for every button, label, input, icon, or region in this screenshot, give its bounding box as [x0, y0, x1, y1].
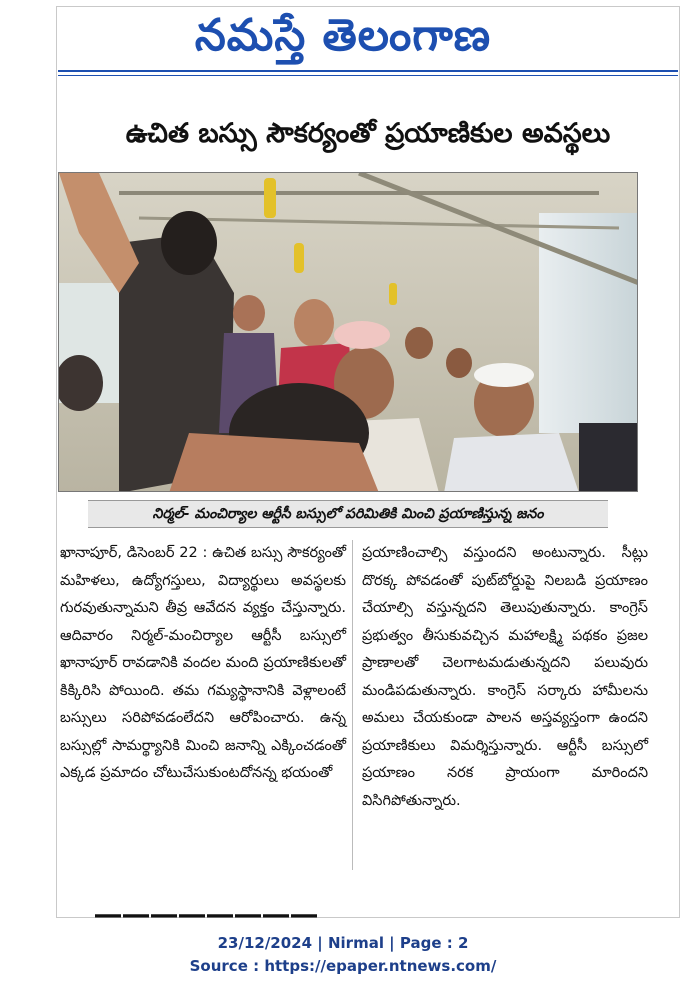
newspaper-masthead: నమస్తే తెలంగాణ	[194, 10, 492, 61]
next-headline-cut: ――――――――	[95, 900, 319, 918]
page-info: 23/12/2024 | Nirmal | Page : 2	[217, 934, 469, 952]
masthead-rule	[58, 70, 678, 72]
article-paragraph-left: ఖానాపూర్‌, డిసెంబర్‌ 22 : ఉచిత బస్సు సౌకర్యంతో మహిళలు, ఉద్యోగస్తులు, విద్యార్థులు అవస్థలకు గురవుతున్నామని తీవ్ర ఆవేదన వ్యక్తం చేస్తున్నారు. ఆదివారం నిర్మల్‌-మంచిర్యాల ఆర్టీసీ బస్సులో ఖానాపూర్‌ రావడానికి వందల మంది ప్రయాణికులతో కిక్కిరిసి పోయింది. తమ గమ్యస్థానానికి వెళ్లాలంటే బస్సులు సరిపోవడంలేదని ఆరోపించారు. ఉన్న బస్సుల్లో సామర్థ్యానికి మించి జనాన్ని ఎక్కించడంతో ఎక్కడ ప్రమాదం చోటుచేసుకుంటదోనన్న భయంతో	[60, 545, 346, 781]
article-column-left	[60, 540, 346, 788]
source-link[interactable]: Source : https://epaper.ntnews.com/	[189, 957, 497, 975]
photo-caption: నిర్మల్‌- మంచిర్యాల ఆర్టీసీ బస్సులో పరిమితికి మించి ప్రయాణిస్తున్న జనం	[88, 500, 608, 528]
bus-crowd-photo	[58, 172, 638, 492]
masthead-rule-thin	[58, 75, 678, 76]
article-column-right	[362, 540, 648, 815]
column-divider	[352, 540, 353, 870]
article-paragraph-right: ప్రయాణించాల్సి వస్తుందని అంటున్నారు. సీట్లు దొరక్క పోవడంతో పుట్‌బోర్డుపై నిలబడి ప్రయాణం చేయాల్సి వస్తున్నదని తెలుపుతున్నారు. కాంగ్రెస్‌ ప్రభుత్వం తీసుకువచ్చిన మహాలక్ష్మి పథకం ప్రజల ప్రాణాలతో చెలగాటమడుతున్నదని పలువురు మండిపడుతున్నారు. కాంగ్రెస్‌ సర్కారు హామీలను అమలు చేయకుండా పాలన అస్తవ్యస్తంగా ఉందని ప్రయాణికులు విమర్శిస్తున్నారు. ఆర్టీసీ బస్సులో ప్రయాణం నరక ప్రాయంగా మారిందని విసిగిపోతున్నారు.	[362, 545, 648, 809]
article-headline: ఉచిత బస్సు సౌకర్యంతో ప్రయాణికుల అవస్థలు	[125, 118, 611, 149]
